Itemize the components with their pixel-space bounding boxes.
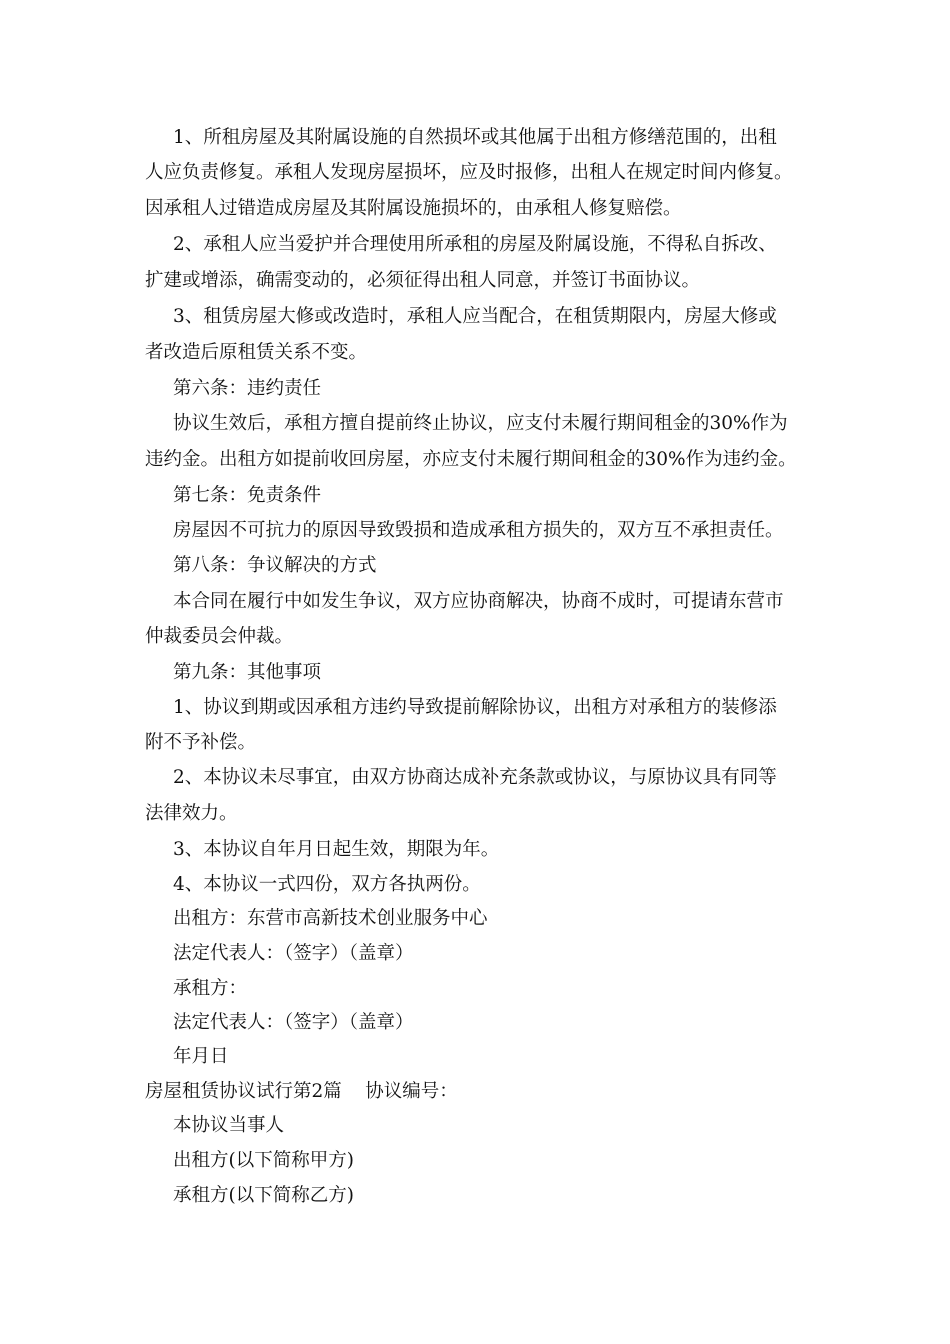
paragraph-line: 3、本协议自年月日起生效，期限为年。 [173,839,500,860]
signature-line: 法定代表人：（签字）（盖章） [173,943,414,964]
paragraph-line: 法律效力。 [145,803,238,824]
agreement-title-line: 房屋租赁协议试行第2篇 协议编号： [145,1081,458,1102]
paragraph-line: 房屋因不可抗力的原因导致毁损和造成承租方损失的，双方互不承担责任。 [173,520,784,541]
lessor-line: 出租方：东营市高新技术创业服务中心 [173,908,488,929]
section-heading: 第八条：争议解决的方式 [173,555,377,576]
paragraph-line: 人应负责修复。承租人发现房屋损坏，应及时报修，出租人在规定时间内修复。 [145,162,793,183]
paragraph-line: 3、租赁房屋大修或改造时，承租人应当配合，在租赁期限内，房屋大修或 [173,306,777,327]
paragraph-line: 1、协议到期或因承租方违约导致提前解除协议，出租方对承租方的装修添 [173,697,777,718]
party-line: 承租方(以下简称乙方) [173,1185,354,1206]
paragraph-line: 者改造后原租赁关系不变。 [145,342,368,363]
party-line: 出租方(以下简称甲方) [173,1150,354,1171]
paragraph-line: 附不予补偿。 [145,732,257,753]
section-heading: 第九条：其他事项 [173,662,322,683]
section-heading: 第六条：违约责任 [173,378,322,399]
lessee-line: 承租方： [173,978,248,999]
paragraph-line: 2、承租人应当爱护并合理使用所承租的房屋及附属设施，不得私自拆改、 [173,234,777,255]
paragraph-line: 1、所租房屋及其附属设施的自然损坏或其他属于出租方修缮范围的，出租 [173,127,777,148]
paragraph-line: 2、本协议未尽事宜，由双方协商达成补充条款或协议，与原协议具有同等 [173,767,777,788]
paragraph-line: 协议生效后，承租方擅自提前终止协议，应支付未履行期间租金的30%作为 [173,413,788,434]
paragraph-line: 扩建或增添，确需变动的，必须征得出租人同意，并签订书面协议。 [145,270,701,291]
section-heading: 第七条：免责条件 [173,485,322,506]
paragraph-line: 4、本协议一式四份，双方各执两份。 [173,874,481,895]
signature-line: 法定代表人：（签字）（盖章） [173,1012,414,1033]
paragraph-line: 因承租人过错造成房屋及其附属设施损坏的，由承租人修复赔偿。 [145,198,682,219]
paragraph-line: 违约金。出租方如提前收回房屋，亦应支付未履行期间租金的30%作为违约金。 [145,449,797,470]
paragraph-line: 本协议当事人 [173,1115,285,1136]
paragraph-line: 本合同在履行中如发生争议，双方应协商解决，协商不成时，可提请东营市 [173,591,784,612]
date-line: 年月日 [173,1046,229,1067]
paragraph-line: 仲裁委员会仲裁。 [145,626,294,647]
